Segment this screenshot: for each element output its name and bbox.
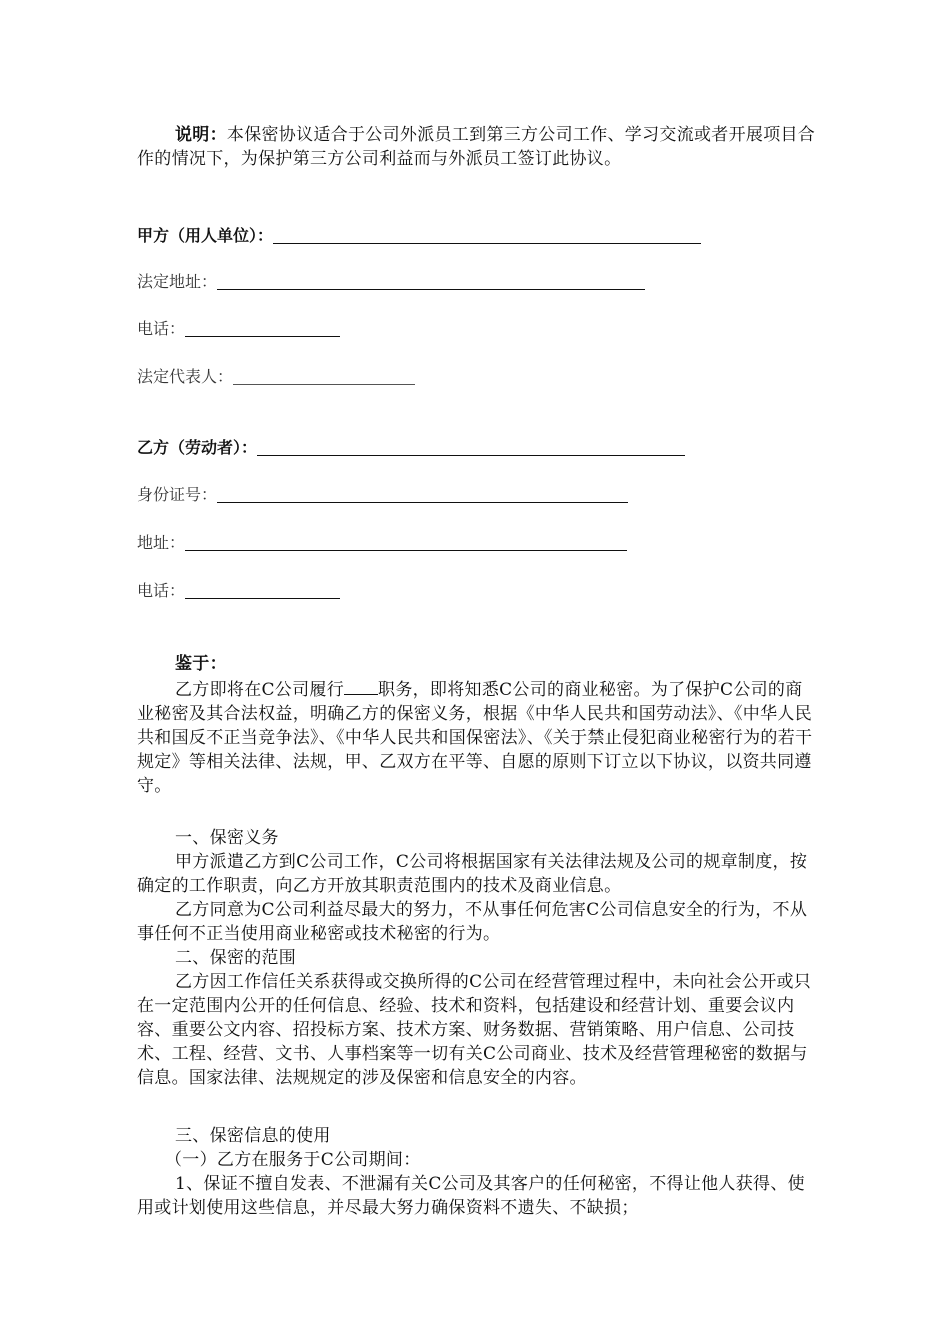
section-3-subsection-1: （一）乙方在服务于C公司期间：: [165, 1150, 421, 1170]
intro-text: 本保密协议适合于公司外派员工到第三方公司工作、学习交流或者开展项目合作的情况下，为保护第三方公司利益而与外派员工签订此协议。: [137, 125, 816, 169]
whereas-paragraph: [137, 676, 817, 798]
section-1-title: 一、保密义务: [175, 828, 279, 848]
party-a-phone-label: 电话：: [137, 319, 186, 338]
party-b-phone-label: 电话：: [137, 581, 186, 600]
party-b-phone-line[interactable]: [185, 598, 340, 599]
party-b-id-row: [137, 482, 628, 508]
party-a-address-line[interactable]: [217, 289, 645, 290]
section-3-title: 三、保密信息的使用: [175, 1126, 331, 1146]
whereas-heading: 鉴于：: [175, 654, 227, 674]
party-a-phone-line[interactable]: [185, 336, 340, 337]
party-a-phone-row: [137, 316, 340, 342]
party-a-representative-line[interactable]: [233, 384, 415, 385]
party-a-representative-row: [137, 364, 415, 390]
position-blank[interactable]: [344, 676, 378, 695]
whereas-text-before: 乙方即将在C公司履行: [175, 680, 345, 700]
party-b-address-row: [137, 530, 627, 556]
party-b-id-label: 身份证号：: [137, 485, 218, 504]
whereas-text-after: 职务，即将知悉C公司的商业秘密。为了保护C公司的商业秘密及其合法权益，明确乙方的保密义务，根据《中华人民共和国劳动法》、《中华人民共和国反不正当竞争法》、《中华人民共和国保密法》、《关于禁止侵犯商业秘密行为的若干规定》等相关法律、法规，甲、乙双方在平等、自愿的原则下订立以下协议，以资共同遵守。: [137, 680, 813, 796]
party-b-title: 乙方（劳动者）：: [137, 438, 258, 457]
party-a-address-row: [137, 269, 645, 295]
party-b-address-line[interactable]: [185, 550, 627, 551]
section-1-paragraph-2: 乙方同意为C公司利益尽最大的努力，不从事任何危害C公司信息安全的行为，不从事任何不正当使用商业秘密或技术秘密的行为。: [137, 900, 808, 944]
section-2-title: 二、保密的范围: [175, 948, 297, 968]
party-b-name-line[interactable]: [257, 455, 685, 456]
party-b-address-label: 地址：: [137, 533, 186, 552]
section-3-item-1: 1、保证不擅自发表、不泄漏有关C公司及其客户的任何秘密，不得让他人获得、使用或计划使用这些信息，并尽最大努力确保资料不遗失、不缺损；: [137, 1174, 805, 1218]
party-b-id-line[interactable]: [217, 502, 628, 503]
party-a-representative-label: 法定代表人：: [137, 367, 234, 386]
party-b-row: [137, 435, 685, 461]
section-2-paragraph-1: 乙方因工作信任关系获得或交换所得的C公司在经营管理过程中，未向社会公开或只在一定范围内公开的任何信息、经验、技术和资料，包括建设和经营计划、重要会议内容、重要公文内容、招投标方案、技术方案、财务数据、营销策略、用户信息、公司技术、工程、经营、文书、人事档案等一切有关C公司商业、技术及经营管理秘密的数据与信息。国家法律、法规规定的涉及保密和信息安全的内容。: [137, 972, 812, 1088]
section-1-paragraph-1: 甲方派遣乙方到C公司工作，C公司将根据国家有关法律法规及公司的规章制度，按确定的工作职责，向乙方开放其职责范围内的技术及商业信息。: [137, 852, 808, 896]
party-a-title: 甲方（用人单位）：: [137, 226, 274, 245]
party-a-name-line[interactable]: [273, 243, 701, 244]
party-a-row: [137, 223, 701, 249]
intro-label: 说明：: [175, 125, 227, 145]
party-b-phone-row: [137, 578, 340, 604]
party-a-address-label: 法定地址：: [137, 272, 218, 291]
intro-paragraph: [137, 123, 817, 171]
